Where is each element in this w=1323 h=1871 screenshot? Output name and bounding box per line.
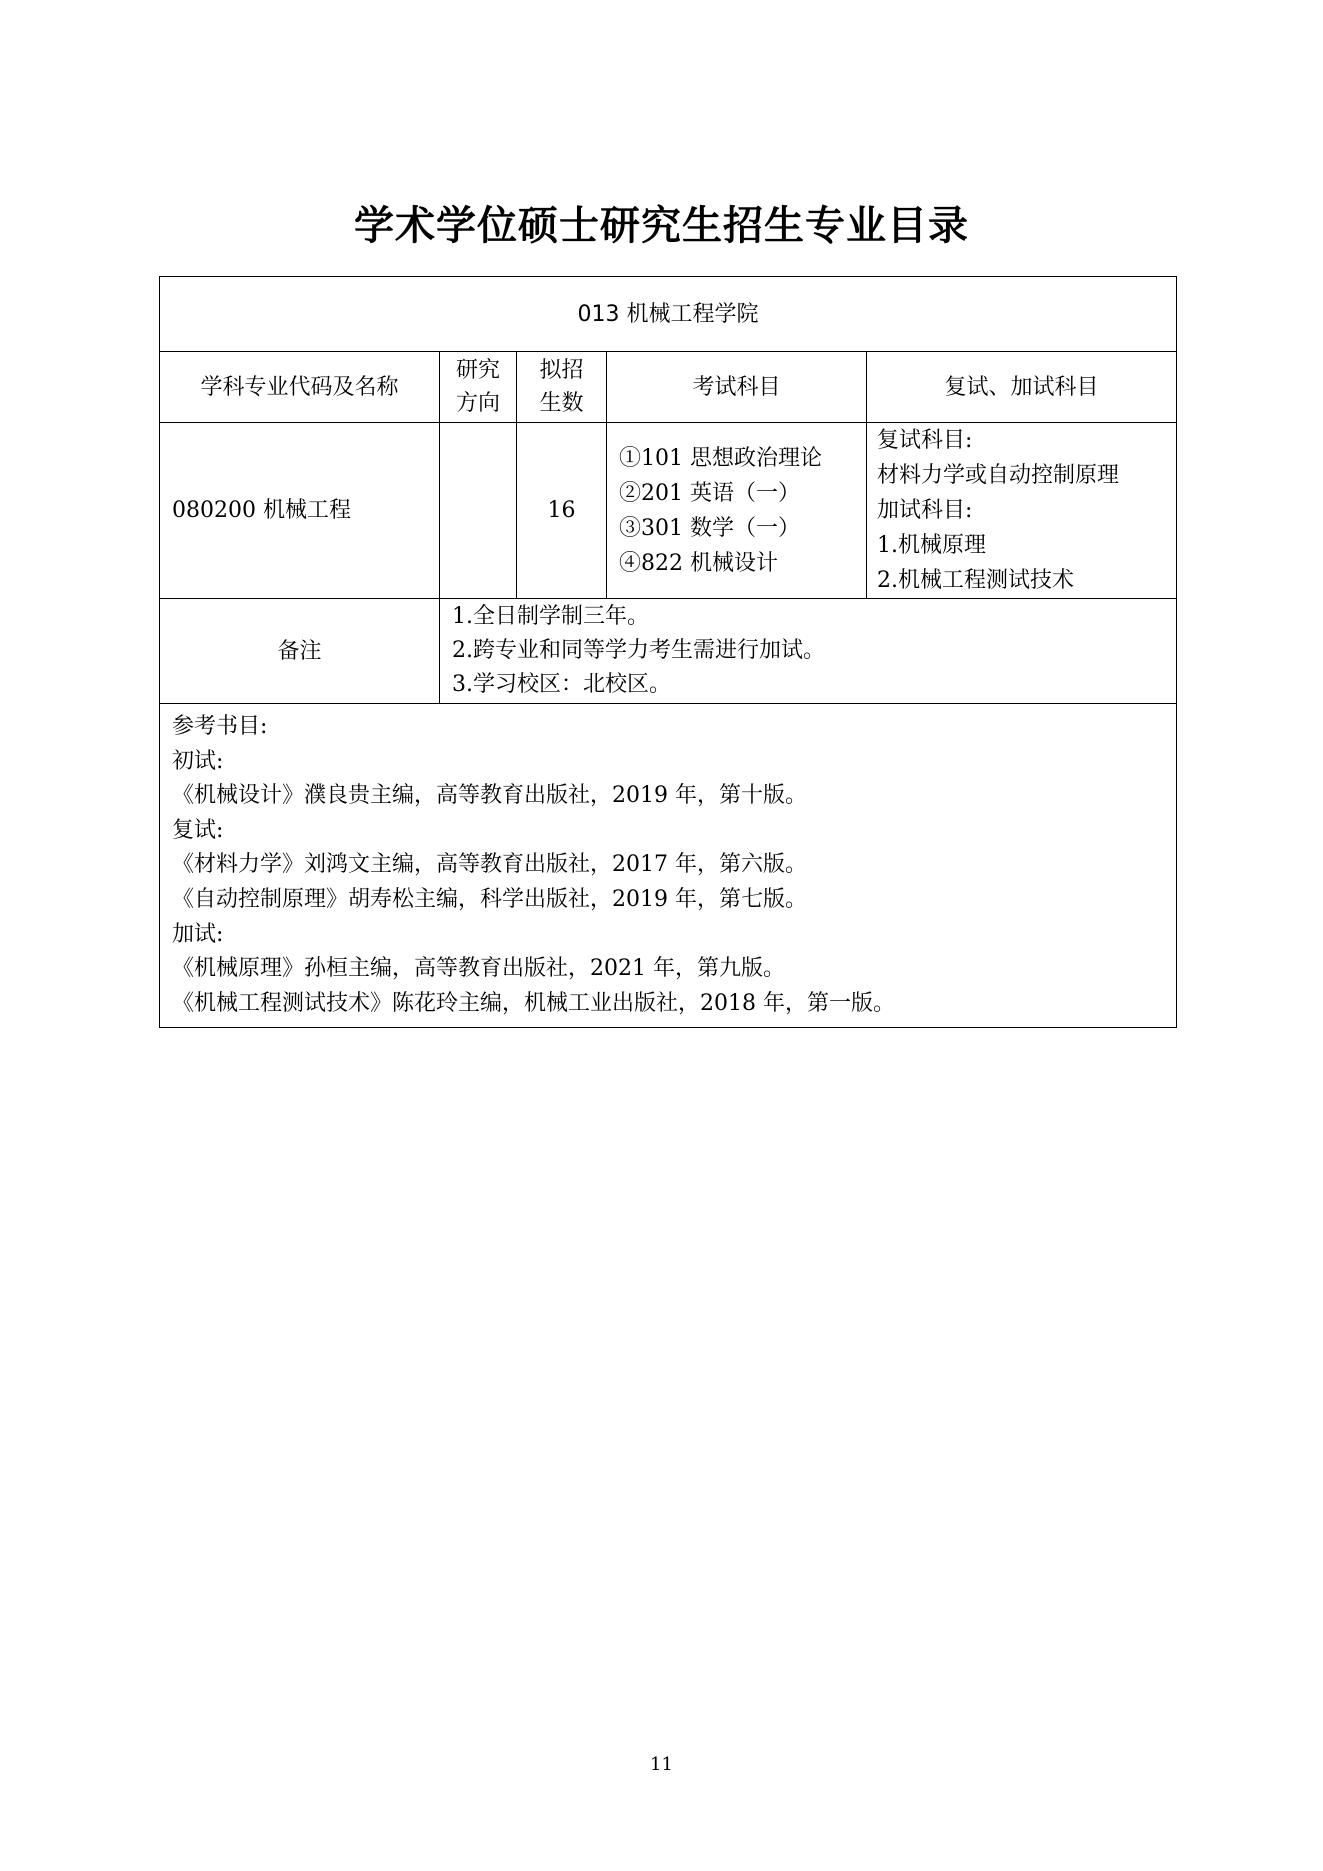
college-name: 013 机械工程学院 — [160, 277, 1177, 352]
header-major: 学科专业代码及名称 — [160, 352, 440, 423]
retest-line: 材料力学或自动控制原理 — [877, 463, 1120, 488]
major-name: 080200 机械工程 — [160, 423, 440, 599]
enrollment-quota: 16 — [517, 423, 607, 599]
note-item: 1.全日制学制三年。 — [452, 604, 649, 629]
reference-line: 参考书目: — [172, 714, 268, 739]
note-item: 3.学习校区：北校区。 — [452, 672, 671, 697]
references-row — [160, 704, 1177, 1028]
exam-subject: ①101 思想政治理论 — [619, 445, 822, 471]
header-retest: 复试、加试科目 — [867, 352, 1177, 423]
college-row — [160, 277, 1177, 352]
exam-subject: ②201 英语（一） — [619, 480, 800, 506]
reference-books — [160, 704, 1177, 1028]
reference-line: 复试: — [172, 817, 224, 843]
exam-subjects — [607, 423, 867, 599]
page-number: 11 — [650, 1754, 673, 1775]
header-quota-line2: 生数 — [539, 391, 584, 416]
note-item: 2.跨专业和同等学力考生需进行加试。 — [452, 638, 825, 663]
page-title: 学术学位硕士研究生招生专业目录 — [354, 203, 969, 249]
header-row — [160, 352, 1177, 423]
research-direction — [440, 423, 517, 599]
header-quota — [517, 352, 607, 423]
catalog-table — [159, 276, 1177, 1028]
reference-line: 《机械原理》孙桓主编，高等教育出版社，2021 年，第九版。 — [172, 956, 785, 982]
reference-line: 《自动控制原理》胡寿松主编，科学出版社，2019 年，第七版。 — [172, 886, 807, 912]
exam-subject: ③301 数学（一） — [619, 515, 800, 541]
retest-subjects — [867, 423, 1177, 599]
header-quota-line1: 拟招 — [539, 358, 584, 383]
header-direction-line2: 方向 — [455, 391, 500, 416]
retest-line: 2.机械工程测试技术 — [877, 568, 1074, 593]
major-row — [160, 423, 1177, 599]
retest-line: 加试科目: — [877, 498, 973, 523]
notes-row — [160, 599, 1177, 704]
notes-label: 备注 — [160, 599, 440, 704]
exam-subject: ④822 机械设计 — [619, 550, 778, 576]
header-direction-line1: 研究 — [455, 358, 500, 383]
reference-line: 《机械工程测试技术》陈花玲主编，机械工业出版社，2018 年，第一版。 — [172, 990, 895, 1016]
retest-line: 1.机械原理 — [877, 533, 986, 558]
reference-line: 加试: — [172, 921, 224, 947]
reference-line: 《机械设计》濮良贵主编，高等教育出版社，2019 年，第十版。 — [172, 783, 807, 809]
reference-line: 初试: — [172, 748, 224, 774]
header-direction — [440, 352, 517, 423]
reference-line: 《材料力学》刘鸿文主编，高等教育出版社，2017 年，第六版。 — [172, 852, 807, 878]
retest-line: 复试科目: — [877, 428, 973, 453]
header-exam: 考试科目 — [607, 352, 867, 423]
notes-list — [440, 599, 1177, 704]
